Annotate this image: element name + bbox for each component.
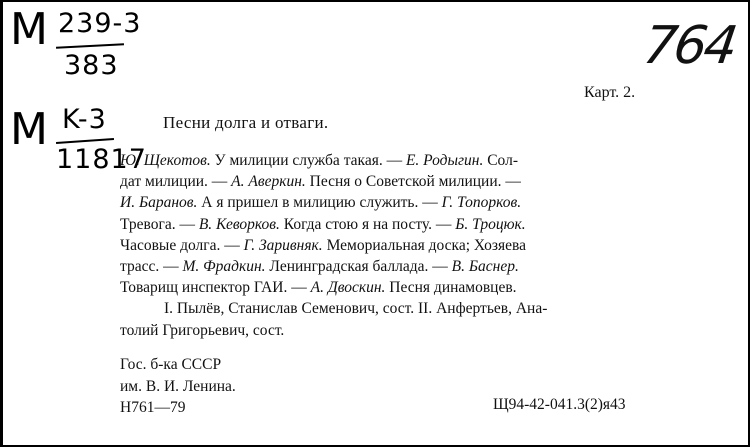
song-text: Сол- — [483, 152, 518, 169]
author-name: Б. Троцюк. — [455, 215, 526, 233]
shelf-mark-1-divider — [56, 43, 124, 49]
song-text: Часовые долга. — — [120, 236, 244, 254]
compilers-line-2: толий Григорьевич, сост. — [120, 321, 285, 339]
shelf-mark-2-letter: M — [10, 104, 48, 155]
song-text: Товарищ инспектор ГАИ. — — [120, 279, 311, 297]
record-title: Песни долга и отваги. — [163, 113, 329, 132]
song-text: Ленинградская баллада. — — [265, 258, 452, 276]
shelf-mark-2-top: K-3 — [62, 104, 107, 135]
classification-index: Щ94-42-041.3(2)я43 — [493, 396, 626, 413]
accession-number: 764 — [639, 16, 739, 76]
author-name: В. Баснер. — [451, 258, 519, 276]
contents-line — [120, 192, 660, 213]
shelf-mark-1-top: 239-3 — [58, 8, 142, 39]
shelf-mark-1-bottom: 383 — [64, 50, 119, 81]
library-line-2: им. В. И. Ленина. — [120, 377, 236, 395]
author-name: Е. Родыгин. — [405, 152, 484, 169]
card-border-left — [0, 0, 3, 447]
library-line-3: Н761—79 — [120, 399, 186, 416]
contents-line — [120, 171, 660, 192]
author-name: М. Фрадкин. — [182, 258, 266, 276]
author-name: Ю. Щекотов. — [120, 152, 211, 169]
song-text: Песня о Советской милиции. — — [305, 173, 521, 191]
contents-line — [120, 150, 660, 171]
contents-line — [120, 277, 660, 298]
song-text: Тревога. — — [120, 215, 199, 233]
card-number: Карт. 2. — [584, 84, 636, 101]
shelf-mark-2-bottom: 11817 — [56, 144, 147, 175]
compilers-line-1: I. Пылёв, Станислав Семенович, сост. II. Анфертьев, Ана- — [164, 300, 548, 318]
author-name: В. Кеворков. — [198, 215, 280, 233]
song-text: А я пришел в милицию служить. — — [197, 194, 442, 212]
song-text: Мемориальная доска; Хозяева — [322, 236, 526, 254]
song-text: Когда стою я на посту. — — [279, 215, 456, 233]
shelf-mark-1-letter: M — [10, 4, 48, 55]
author-name: А. Аверкин. — [231, 173, 306, 191]
author-name: Г. Заривняк. — [243, 236, 323, 254]
song-text: Песня динамовцев. — [385, 279, 517, 297]
author-name: Г. Топорков. — [441, 194, 522, 212]
contents-line — [120, 235, 660, 256]
contents-note — [120, 150, 660, 341]
song-text: У милиции служба такая. — — [210, 152, 406, 169]
song-text: трасс. — — [120, 258, 183, 276]
song-text: дат милиции. — — [120, 173, 232, 191]
author-name: А. Двоскин. — [310, 279, 386, 297]
contents-line — [120, 214, 660, 235]
library-line-1: Гос. б-ка СССР — [120, 356, 222, 373]
library-stamp — [120, 354, 236, 419]
contents-lines — [120, 150, 660, 298]
card-border-top — [0, 0, 750, 2]
author-name: И. Баранов. — [120, 194, 198, 212]
contents-line — [120, 256, 660, 277]
